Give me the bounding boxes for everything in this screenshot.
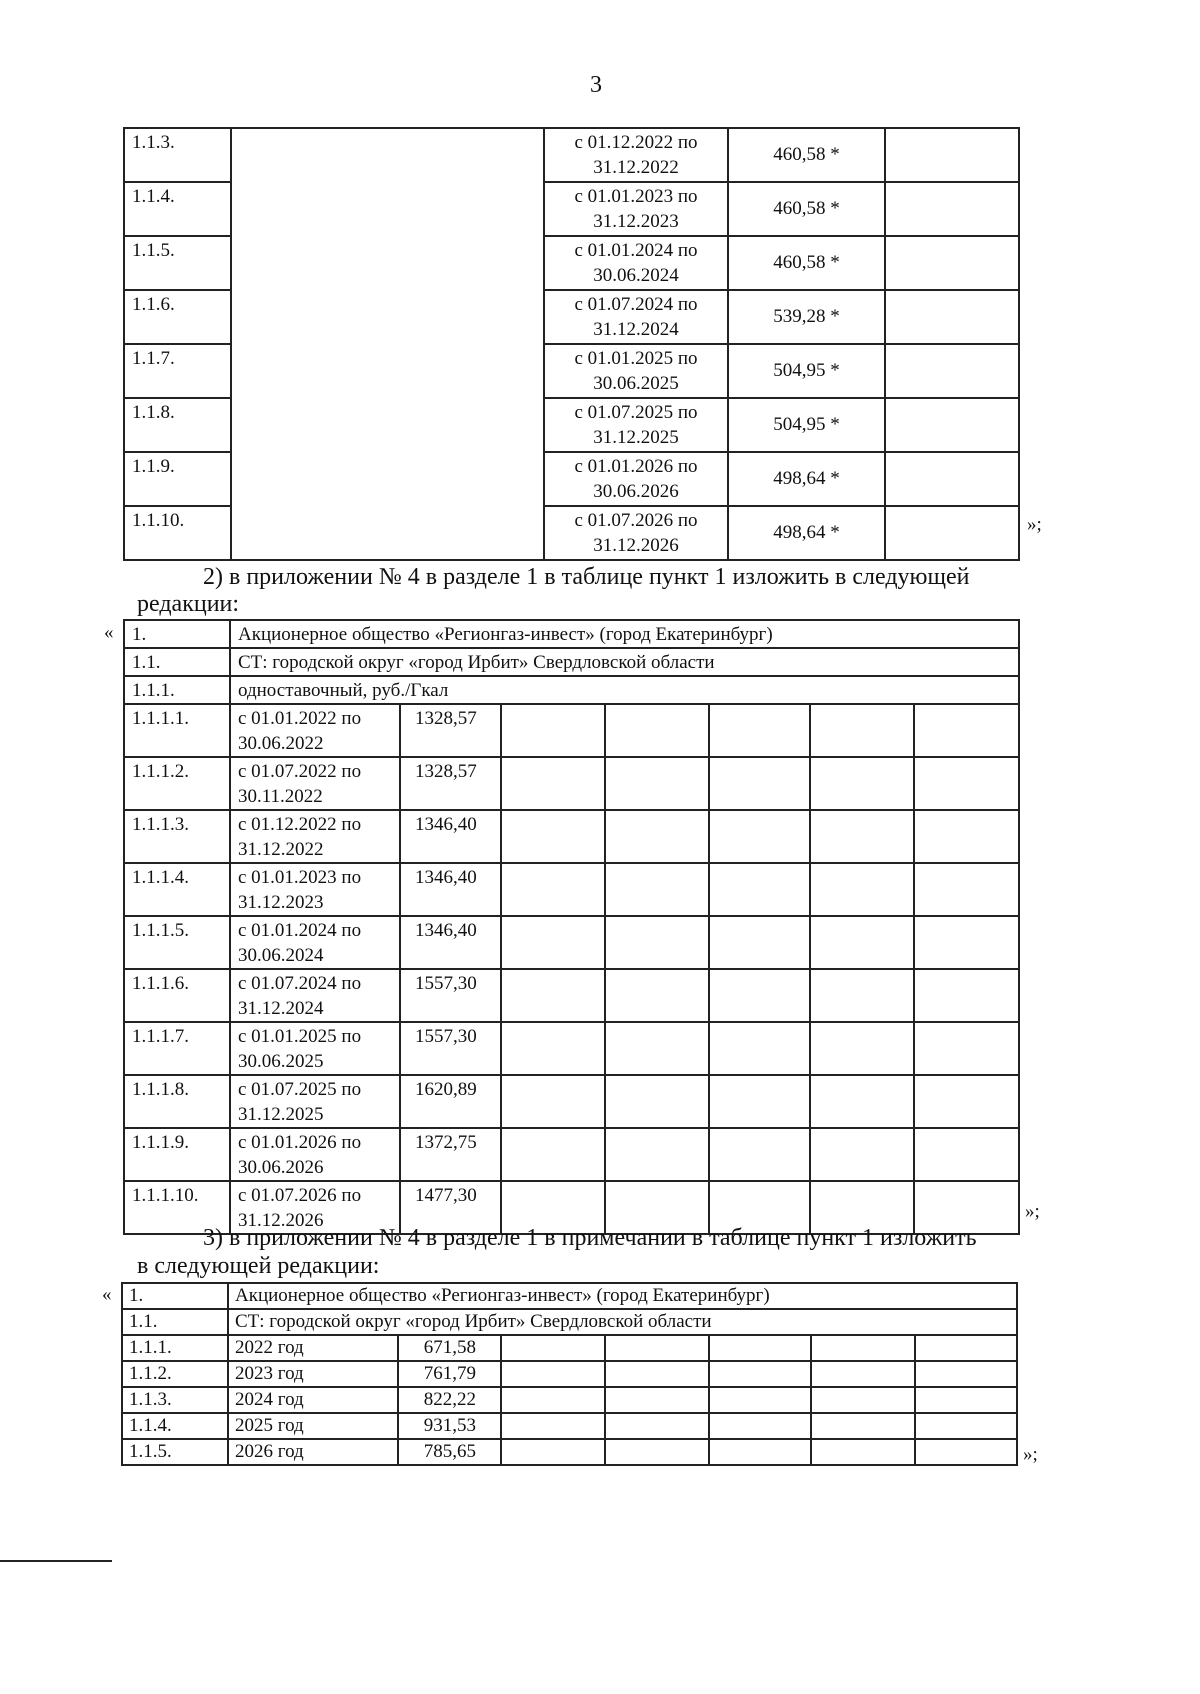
empty-cell — [709, 969, 810, 1022]
empty-cell — [915, 1413, 1017, 1439]
empty-cell — [810, 704, 914, 757]
year-cell: 2023 год — [228, 1361, 398, 1387]
row-number: 1.1.1.1. — [124, 704, 230, 757]
empty-cell — [501, 1075, 605, 1128]
row-number: 1.1.2. — [122, 1361, 228, 1387]
empty-cell — [810, 1022, 914, 1075]
paragraph-3-line-1: 3) в приложении № 4 в разделе 1 в примечании в таблице пункт 1 изложить — [203, 1225, 977, 1251]
period-to: 31.12.2024 — [238, 998, 324, 1019]
empty-cell — [810, 916, 914, 969]
tariff-value: 460,58 * — [728, 236, 885, 290]
year-cell: 2022 год — [228, 1335, 398, 1361]
period-from: с 01.01.2026 по — [574, 456, 698, 477]
row-number: 1.1.4. — [124, 182, 231, 236]
empty-cell — [605, 1361, 709, 1387]
tariff-value: 1557,30 — [400, 1022, 501, 1075]
empty-cell — [709, 1361, 811, 1387]
table-row — [124, 810, 1019, 863]
empty-cell — [709, 1439, 811, 1465]
empty-cell — [501, 1128, 605, 1181]
empty-cell — [811, 1413, 915, 1439]
header-text: Акционерное общество «Регионгаз-инвест» (город Екатеринбург) — [230, 620, 1019, 648]
period-cell — [230, 1128, 400, 1181]
row-number: 1.1. — [124, 648, 230, 676]
paragraph-3-line-2: в следующей редакции: — [137, 1253, 380, 1279]
tariff-value: 539,28 * — [728, 290, 885, 344]
table-row — [124, 128, 1019, 182]
empty-cell — [885, 236, 1019, 290]
year-cell: 2026 год — [228, 1439, 398, 1465]
empty-cell — [915, 1439, 1017, 1465]
empty-cell — [709, 810, 810, 863]
row-number: 1.1.10. — [124, 506, 231, 560]
row-number: 1.1.1. — [122, 1335, 228, 1361]
period-to: 31.12.2026 — [593, 535, 679, 556]
empty-cell — [709, 704, 810, 757]
empty-cell — [811, 1387, 915, 1413]
period-from: с 01.07.2024 по — [238, 973, 362, 994]
row-number: 1.1.1. — [124, 676, 230, 704]
tariff-value: 1346,40 — [400, 810, 501, 863]
empty-cell — [501, 1413, 605, 1439]
empty-cell — [709, 1413, 811, 1439]
table-row — [124, 1022, 1019, 1075]
table-row — [122, 1439, 1017, 1465]
tariff-value: 498,64 * — [728, 506, 885, 560]
empty-cell — [501, 863, 605, 916]
table-row — [124, 704, 1019, 757]
empty-cell — [501, 1439, 605, 1465]
empty-cell — [810, 1128, 914, 1181]
row-number: 1.1.1.9. — [124, 1128, 230, 1181]
period-to: 30.06.2022 — [238, 733, 324, 754]
empty-cell — [811, 1439, 915, 1465]
row-number: 1.1. — [122, 1309, 228, 1335]
note-table-appendix-4 — [121, 1282, 1018, 1466]
period-from: с 01.12.2022 по — [574, 132, 698, 153]
empty-cell — [914, 810, 1019, 863]
note-value: 671,58 — [398, 1335, 501, 1361]
table-header-row — [124, 620, 1019, 648]
empty-cell — [885, 344, 1019, 398]
empty-cell — [885, 182, 1019, 236]
period-cell — [230, 757, 400, 810]
empty-cell — [885, 506, 1019, 560]
table-row — [124, 1075, 1019, 1128]
row-number: 1.1.1.5. — [124, 916, 230, 969]
close-quote-2: »; — [1025, 1201, 1040, 1222]
empty-cell — [885, 128, 1019, 182]
period-from: с 01.01.2022 по — [238, 708, 362, 729]
tariff-value: 1328,57 — [400, 757, 501, 810]
period-from: с 01.01.2023 по — [574, 186, 698, 207]
open-quote-3: « — [102, 1284, 112, 1305]
empty-cell — [501, 704, 605, 757]
empty-cell — [501, 1387, 605, 1413]
empty-cell — [605, 704, 709, 757]
period-cell — [544, 128, 728, 182]
tariff-value: 1620,89 — [400, 1075, 501, 1128]
note-value: 785,65 — [398, 1439, 501, 1465]
period-cell — [230, 1075, 400, 1128]
empty-cell — [709, 1075, 810, 1128]
tariff-value: 460,58 * — [728, 182, 885, 236]
note-value: 931,53 — [398, 1413, 501, 1439]
close-quote-1: »; — [1027, 514, 1042, 535]
row-number: 1.1.1.10. — [124, 1181, 230, 1234]
period-cell — [544, 236, 728, 290]
empty-cell — [811, 1335, 915, 1361]
empty-cell — [709, 1128, 810, 1181]
table-row — [124, 969, 1019, 1022]
period-cell — [230, 1022, 400, 1075]
empty-cell — [914, 969, 1019, 1022]
tariff-value: 1557,30 — [400, 969, 501, 1022]
period-cell — [544, 506, 728, 560]
row-number: 1.1.5. — [122, 1439, 228, 1465]
period-from: с 01.07.2024 по — [574, 294, 698, 315]
period-to: 31.12.2025 — [238, 1104, 324, 1125]
tariff-value: 504,95 * — [728, 398, 885, 452]
empty-cell — [915, 1335, 1017, 1361]
empty-cell — [709, 1335, 811, 1361]
period-cell — [544, 344, 728, 398]
empty-cell — [915, 1387, 1017, 1413]
table-row — [124, 757, 1019, 810]
period-to: 31.12.2026 — [238, 1210, 324, 1231]
note-value: 822,22 — [398, 1387, 501, 1413]
empty-cell — [811, 1361, 915, 1387]
period-to: 31.12.2025 — [593, 427, 679, 448]
period-cell — [230, 704, 400, 757]
row-number: 1.1.1.8. — [124, 1075, 230, 1128]
table-row — [124, 863, 1019, 916]
period-to: 30.06.2025 — [238, 1051, 324, 1072]
period-cell — [544, 398, 728, 452]
empty-cell — [709, 757, 810, 810]
period-from: с 01.01.2023 по — [238, 867, 362, 888]
empty-cell — [501, 1335, 605, 1361]
empty-cell — [810, 863, 914, 916]
table-row — [122, 1387, 1017, 1413]
period-to: 31.12.2023 — [238, 892, 324, 913]
tariff-value: 460,58 * — [728, 128, 885, 182]
period-to: 30.06.2025 — [593, 373, 679, 394]
row-number: 1.1.1.4. — [124, 863, 230, 916]
table-row — [124, 1128, 1019, 1181]
empty-cell — [810, 1075, 914, 1128]
period-to: 31.12.2022 — [238, 839, 324, 860]
empty-cell — [501, 810, 605, 863]
period-cell — [230, 969, 400, 1022]
table-header-row — [124, 648, 1019, 676]
year-cell: 2024 год — [228, 1387, 398, 1413]
period-from: с 01.07.2026 по — [574, 510, 698, 531]
paragraph-2-line-2: редакции: — [137, 591, 240, 617]
empty-cell — [810, 757, 914, 810]
row-number: 1.1.3. — [124, 128, 231, 182]
tariff-value: 504,95 * — [728, 344, 885, 398]
empty-cell — [605, 1387, 709, 1413]
empty-cell — [605, 1022, 709, 1075]
footnote-rule — [0, 1560, 112, 1562]
table-header-row — [124, 676, 1019, 704]
tariff-table-appendix-4 — [123, 619, 1020, 1235]
row-number: 1.1.1.3. — [124, 810, 230, 863]
period-to: 30.06.2024 — [238, 945, 324, 966]
empty-cell — [605, 1075, 709, 1128]
empty-cell — [605, 1439, 709, 1465]
period-cell — [230, 863, 400, 916]
tariff-value: 1372,75 — [400, 1128, 501, 1181]
table-row — [124, 916, 1019, 969]
empty-cell — [501, 757, 605, 810]
row-number: 1.1.7. — [124, 344, 231, 398]
empty-cell — [885, 452, 1019, 506]
row-number: 1.1.1.2. — [124, 757, 230, 810]
empty-cell — [605, 969, 709, 1022]
period-to: 30.11.2022 — [238, 786, 323, 807]
empty-cell — [605, 757, 709, 810]
empty-cell — [709, 863, 810, 916]
empty-cell — [914, 1022, 1019, 1075]
period-from: с 01.01.2024 по — [238, 920, 362, 941]
header-text: одноставочный, руб./Гкал — [230, 676, 1019, 704]
header-text: СТ: городской округ «город Ирбит» Свердловской области — [230, 648, 1019, 676]
period-to: 30.06.2024 — [593, 265, 679, 286]
period-cell — [230, 810, 400, 863]
row-number: 1. — [124, 620, 230, 648]
period-cell — [230, 916, 400, 969]
empty-cell — [501, 1022, 605, 1075]
empty-cell — [605, 1128, 709, 1181]
table-row — [122, 1335, 1017, 1361]
period-from: с 01.07.2022 по — [238, 761, 362, 782]
empty-cell — [605, 1335, 709, 1361]
open-quote-2: « — [104, 622, 114, 643]
empty-cell — [885, 290, 1019, 344]
row-number: 1.1.6. — [124, 290, 231, 344]
empty-cell — [709, 1387, 811, 1413]
row-number: 1.1.3. — [122, 1387, 228, 1413]
tariff-value: 1346,40 — [400, 916, 501, 969]
table-row — [122, 1361, 1017, 1387]
period-to: 31.12.2022 — [593, 157, 679, 178]
empty-cell — [501, 1361, 605, 1387]
empty-cell — [915, 1361, 1017, 1387]
period-to: 31.12.2023 — [593, 211, 679, 232]
period-to: 30.06.2026 — [238, 1157, 324, 1178]
empty-cell — [914, 863, 1019, 916]
table-header-row — [122, 1283, 1017, 1309]
period-cell — [544, 290, 728, 344]
period-cell — [544, 182, 728, 236]
empty-cell — [605, 863, 709, 916]
row-number: 1.1.4. — [122, 1413, 228, 1439]
tariff-value: 498,64 * — [728, 452, 885, 506]
empty-cell — [605, 1413, 709, 1439]
empty-cell — [914, 757, 1019, 810]
tariff-table-continuation — [123, 127, 1020, 561]
tariff-value: 1477,30 — [400, 1181, 501, 1234]
row-number: 1.1.8. — [124, 398, 231, 452]
row-number: 1.1.5. — [124, 236, 231, 290]
period-from: с 01.01.2026 по — [238, 1132, 362, 1153]
row-number: 1.1.1.7. — [124, 1022, 230, 1075]
header-text: СТ: городской округ «город Ирбит» Свердловской области — [228, 1309, 1017, 1335]
empty-cell — [709, 1022, 810, 1075]
row-number: 1.1.9. — [124, 452, 231, 506]
year-cell: 2025 год — [228, 1413, 398, 1439]
empty-cell — [501, 969, 605, 1022]
tariff-value: 1328,57 — [400, 704, 501, 757]
note-value: 761,79 — [398, 1361, 501, 1387]
empty-description-cell — [231, 128, 544, 560]
paragraph-2-line-1: 2) в приложении № 4 в разделе 1 в таблице пункт 1 изложить в следующей — [203, 564, 970, 590]
period-to: 31.12.2024 — [593, 319, 679, 340]
empty-cell — [605, 810, 709, 863]
period-from: с 01.01.2025 по — [574, 348, 698, 369]
period-from: с 01.07.2025 по — [238, 1079, 362, 1100]
period-cell — [544, 452, 728, 506]
period-from: с 01.07.2026 по — [238, 1185, 362, 1206]
period-from: с 01.01.2025 по — [238, 1026, 362, 1047]
tariff-value: 1346,40 — [400, 863, 501, 916]
empty-cell — [885, 398, 1019, 452]
empty-cell — [810, 969, 914, 1022]
empty-cell — [810, 810, 914, 863]
empty-cell — [914, 916, 1019, 969]
period-from: с 01.07.2025 по — [574, 402, 698, 423]
empty-cell — [914, 1075, 1019, 1128]
empty-cell — [914, 704, 1019, 757]
row-number: 1.1.1.6. — [124, 969, 230, 1022]
empty-cell — [501, 916, 605, 969]
period-to: 30.06.2026 — [593, 481, 679, 502]
empty-cell — [709, 916, 810, 969]
close-quote-3: »; — [1023, 1444, 1038, 1465]
row-number: 1. — [122, 1283, 228, 1309]
page-number: 3 — [590, 72, 602, 98]
period-from: с 01.01.2024 по — [574, 240, 698, 261]
empty-cell — [605, 916, 709, 969]
table-row — [122, 1413, 1017, 1439]
period-from: с 01.12.2022 по — [238, 814, 362, 835]
header-text: Акционерное общество «Регионгаз-инвест» (город Екатеринбург) — [228, 1283, 1017, 1309]
table-header-row — [122, 1309, 1017, 1335]
empty-cell — [914, 1128, 1019, 1181]
